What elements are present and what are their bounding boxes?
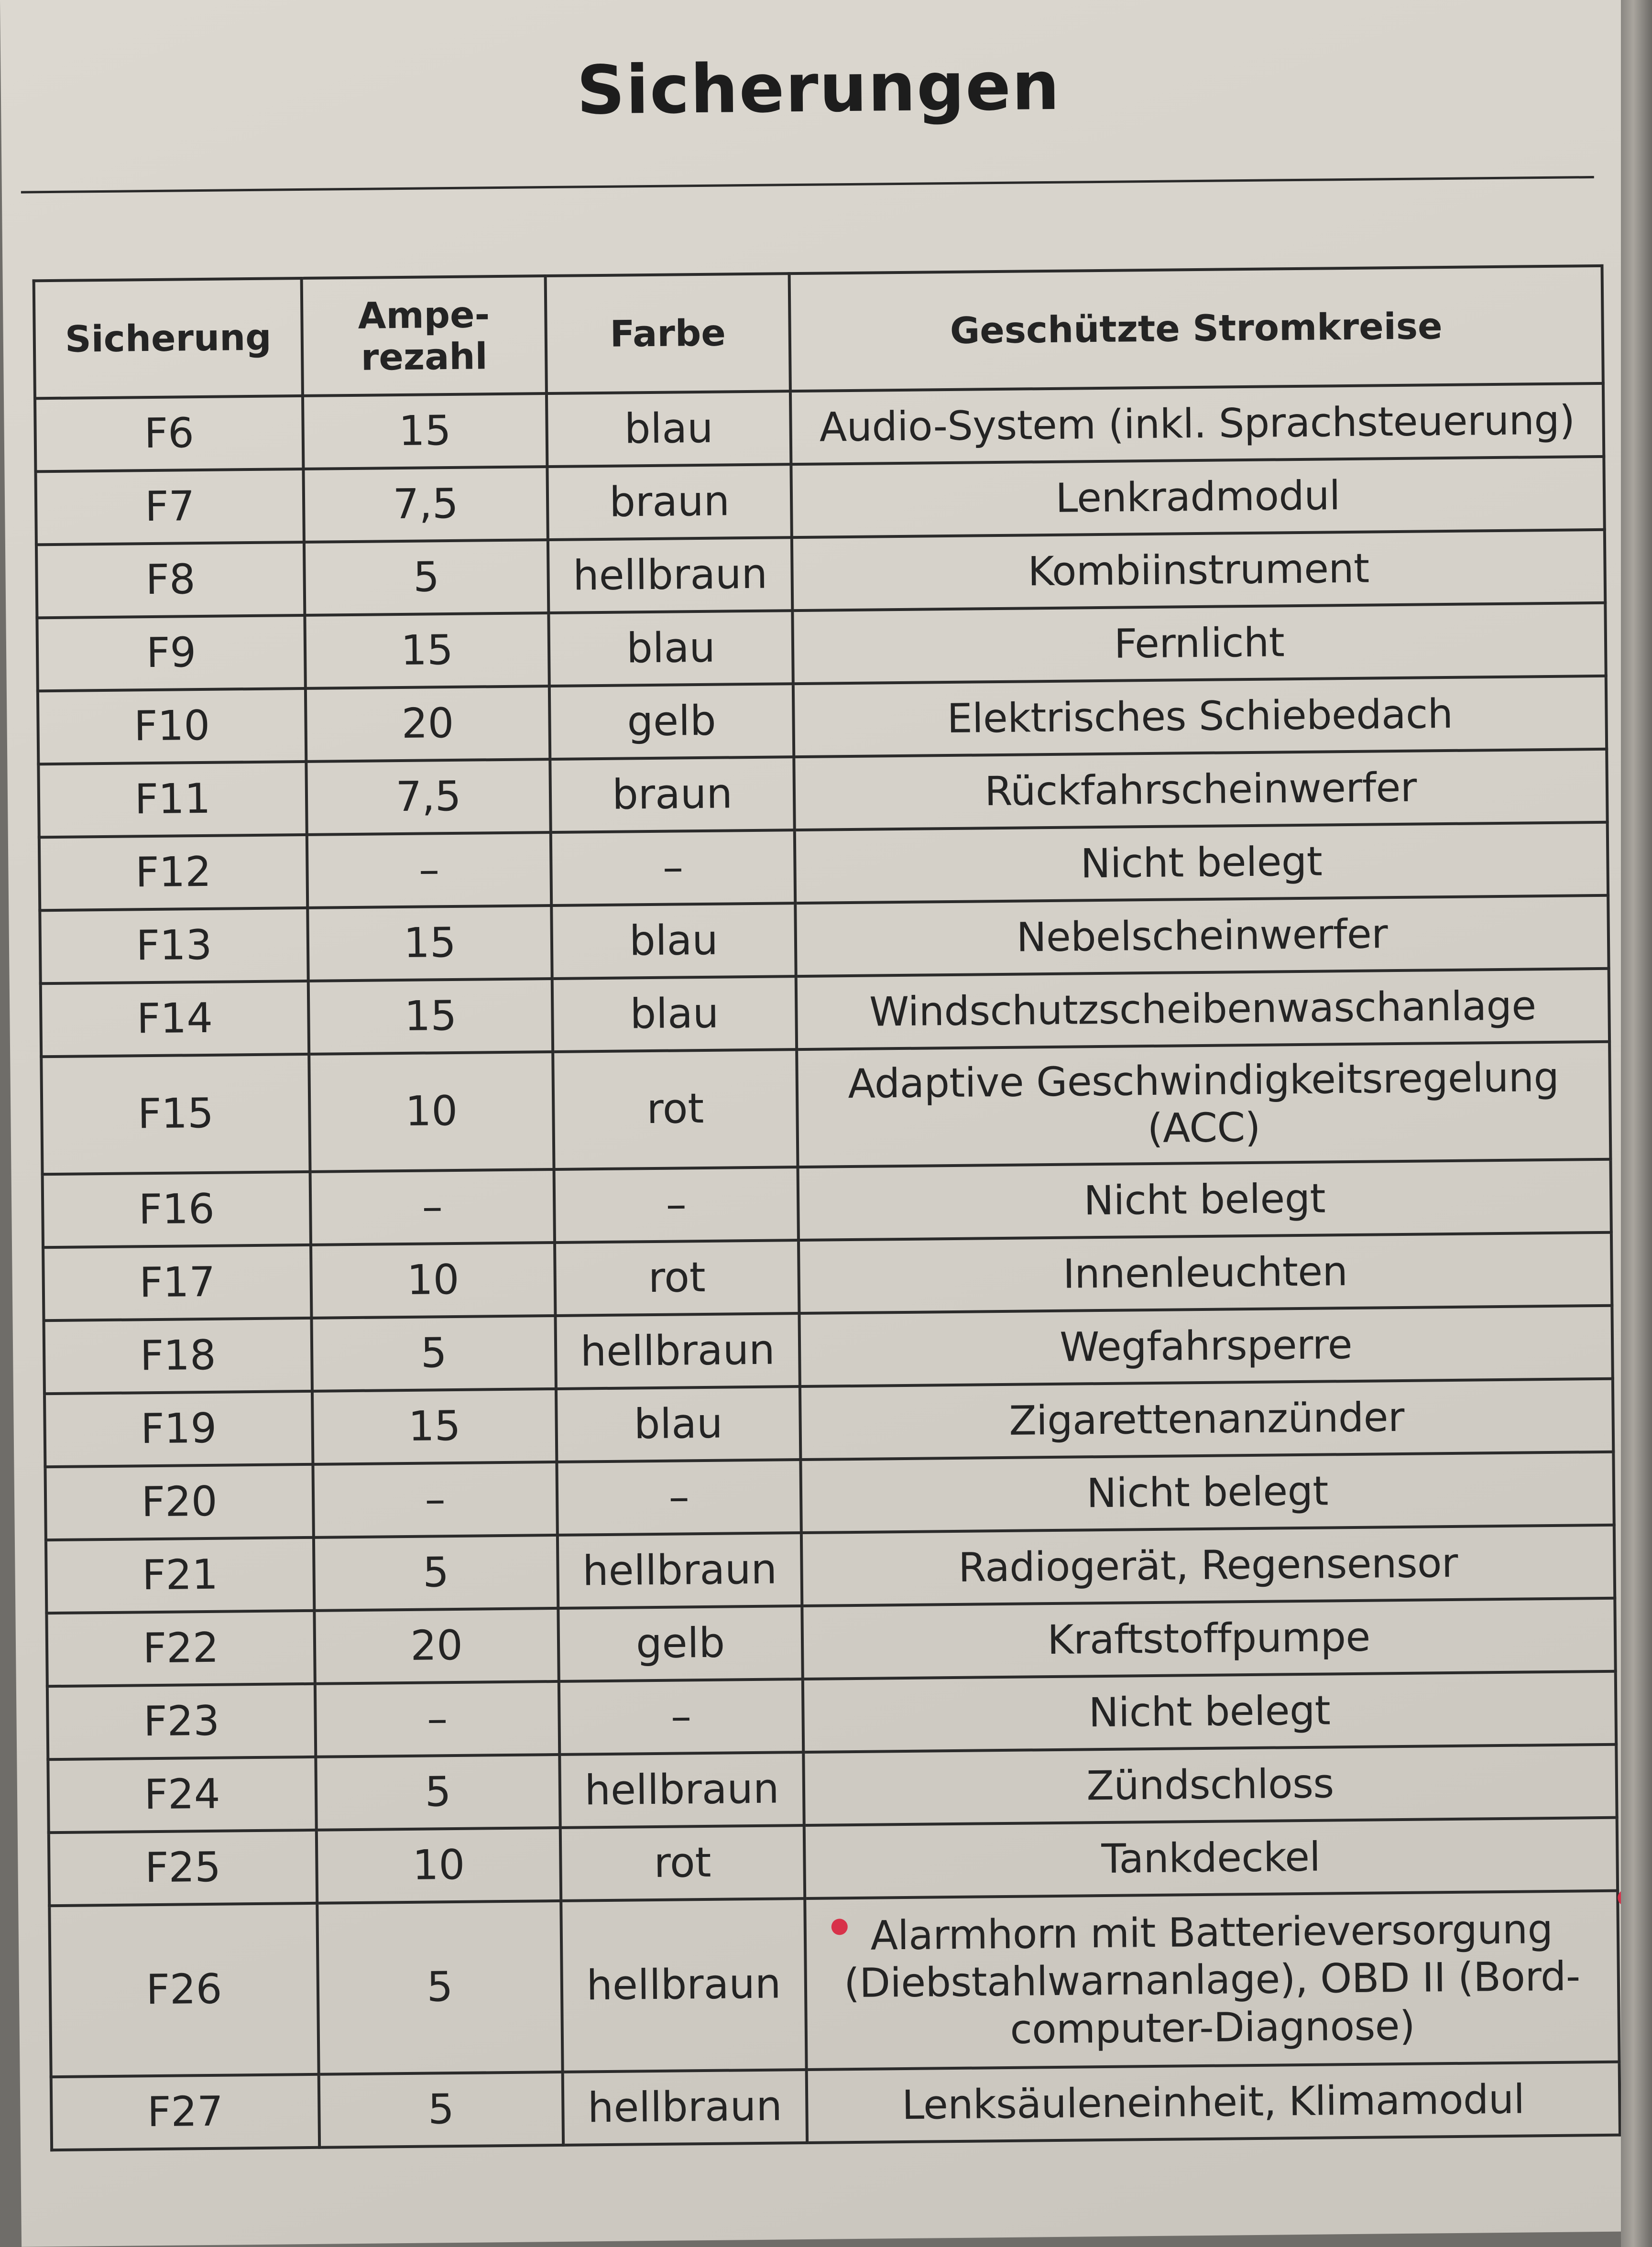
header-circuits: Geschützte Stromkreise — [789, 266, 1603, 391]
amps-cell: 15 — [305, 613, 549, 688]
circuit-cell: Tankdeckel — [804, 1818, 1618, 1898]
color-cell: – — [554, 1167, 799, 1243]
fuse-cell: F21 — [46, 1538, 314, 1613]
color-cell: braun — [547, 464, 791, 540]
color-cell: hellbraun — [561, 1898, 806, 2072]
color-cell: braun — [550, 757, 794, 832]
color-cell: gelb — [558, 1606, 802, 1681]
circuit-cell: Nicht belegt — [800, 1452, 1614, 1533]
fuse-cell: F17 — [43, 1245, 311, 1320]
circuit-cell: Elektrisches Schiebedach — [793, 676, 1607, 757]
circuit-cell: Kombiinstrument — [792, 530, 1605, 611]
fuse-cell: F13 — [40, 908, 308, 983]
amps-cell: – — [310, 1169, 555, 1245]
red-marker-dot — [831, 1919, 848, 1935]
circuit-cell: Audio-System (inkl. Sprachsteuerung) — [790, 383, 1604, 464]
circuit-cell: Windschutzscheibenwaschanlage — [796, 969, 1609, 1049]
amps-cell: 5 — [314, 1535, 558, 1611]
color-cell: blau — [552, 976, 797, 1052]
color-cell: – — [557, 1460, 801, 1535]
circuit-cell: Zigarettenanzünder — [800, 1379, 1613, 1460]
circuit-cell: Kraftstoffpumpe — [802, 1598, 1615, 1679]
color-cell: rot — [560, 1825, 805, 1901]
circuit-cell: Radiogerät, Regensensor — [801, 1525, 1615, 1606]
circuit-cell: Lenkradmodul — [791, 457, 1604, 537]
color-cell: – — [551, 830, 795, 905]
table-header-row — [34, 266, 1603, 398]
color-cell: hellbraun — [548, 537, 792, 613]
fuse-cell: F16 — [43, 1172, 311, 1247]
page-title: Sicherungen — [576, 47, 1061, 130]
fuse-cell: F23 — [47, 1684, 316, 1759]
fuse-table-body — [35, 383, 1620, 2150]
color-cell: rot — [555, 1240, 799, 1316]
amps-cell: 15 — [308, 979, 553, 1054]
table-row — [49, 1891, 1619, 2077]
fuse-cell: F27 — [51, 2074, 319, 2150]
amps-cell: 20 — [306, 686, 550, 762]
fuse-cell: F25 — [49, 1830, 317, 1906]
amps-cell: 7,5 — [306, 759, 550, 835]
amps-cell: 10 — [317, 1828, 561, 1903]
fuse-cell: F18 — [44, 1318, 312, 1394]
title-rule — [21, 176, 1594, 194]
amps-cell: – — [315, 1681, 559, 1757]
circuit-cell: Alarmhorn mit Batterieversorgung (Diebstahlwarnanlage), OBD II (Bord- computer-Diagnose) — [805, 1891, 1619, 2070]
circuit-cell: Nicht belegt — [798, 1159, 1611, 1240]
circuit-cell: Fernlicht — [792, 603, 1606, 684]
table-row — [51, 2062, 1620, 2150]
fuse-cell: F7 — [35, 469, 304, 545]
color-cell: hellbraun — [555, 1313, 799, 1389]
circuit-cell: Rückfahrscheinwerfer — [794, 749, 1607, 830]
page-edge — [1621, 0, 1652, 2247]
circuit-cell: Innenleuchten — [799, 1233, 1612, 1313]
color-cell: blau — [547, 391, 791, 467]
amps-cell: 5 — [317, 1901, 562, 2074]
amps-cell: 15 — [307, 905, 552, 981]
fuse-cell: F14 — [41, 981, 309, 1057]
amps-cell: 5 — [304, 540, 548, 615]
color-cell: – — [559, 1679, 803, 1755]
circuit-cell: Nicht belegt — [795, 822, 1608, 903]
amps-cell: – — [313, 1462, 557, 1538]
fuse-cell: F20 — [45, 1464, 313, 1540]
circuit-cell: Zündschloss — [803, 1745, 1617, 1825]
amps-cell: 20 — [314, 1608, 558, 1684]
fuse-cell: F15 — [41, 1054, 310, 1174]
color-cell: blau — [556, 1386, 800, 1462]
fuse-cell: F19 — [44, 1391, 313, 1467]
circuit-cell: Nicht belegt — [803, 1671, 1616, 1752]
color-cell: blau — [551, 903, 796, 979]
fuse-cell: F24 — [48, 1757, 316, 1833]
fuse-cell: F10 — [38, 688, 306, 764]
circuit-cell: Wegfahrsperre — [799, 1306, 1612, 1386]
fuse-table — [33, 264, 1621, 2151]
circuit-cell: Lenksäuleneinheit, Klimamodul — [807, 2062, 1620, 2143]
amps-cell: 5 — [311, 1316, 556, 1391]
circuit-cell: Adaptive Geschwindigkeitsregelung (ACC) — [797, 1042, 1610, 1167]
circuit-cell: Nebelscheinwerfer — [795, 895, 1608, 976]
fuse-cell: F26 — [49, 1903, 318, 2077]
amps-cell: 15 — [303, 393, 547, 469]
amps-cell: 7,5 — [303, 467, 547, 542]
amps-cell: 10 — [311, 1243, 555, 1318]
color-cell: hellbraun — [563, 2070, 807, 2145]
fuse-cell: F9 — [37, 615, 305, 691]
amps-cell: 15 — [312, 1389, 557, 1464]
fuse-cell: F8 — [36, 542, 305, 618]
fuse-cell: F6 — [35, 396, 303, 471]
header-color: Farbe — [546, 273, 790, 393]
amps-cell: – — [307, 832, 551, 908]
table-row — [41, 1042, 1610, 1174]
color-cell: rot — [553, 1049, 798, 1169]
fuse-cell: F12 — [39, 835, 307, 910]
color-cell: hellbraun — [558, 1533, 802, 1608]
fuse-cell: F11 — [38, 762, 306, 837]
fuse-cell: F22 — [46, 1611, 315, 1686]
color-cell: gelb — [549, 684, 794, 759]
color-cell: blau — [548, 611, 793, 686]
header-amps: Ampe- rezahl — [302, 276, 547, 396]
amps-cell: 5 — [319, 2072, 563, 2148]
amps-cell: 10 — [309, 1052, 554, 1172]
header-fuse: Sicherung — [34, 278, 303, 398]
color-cell: hellbraun — [559, 1752, 804, 1828]
amps-cell: 5 — [316, 1755, 560, 1830]
